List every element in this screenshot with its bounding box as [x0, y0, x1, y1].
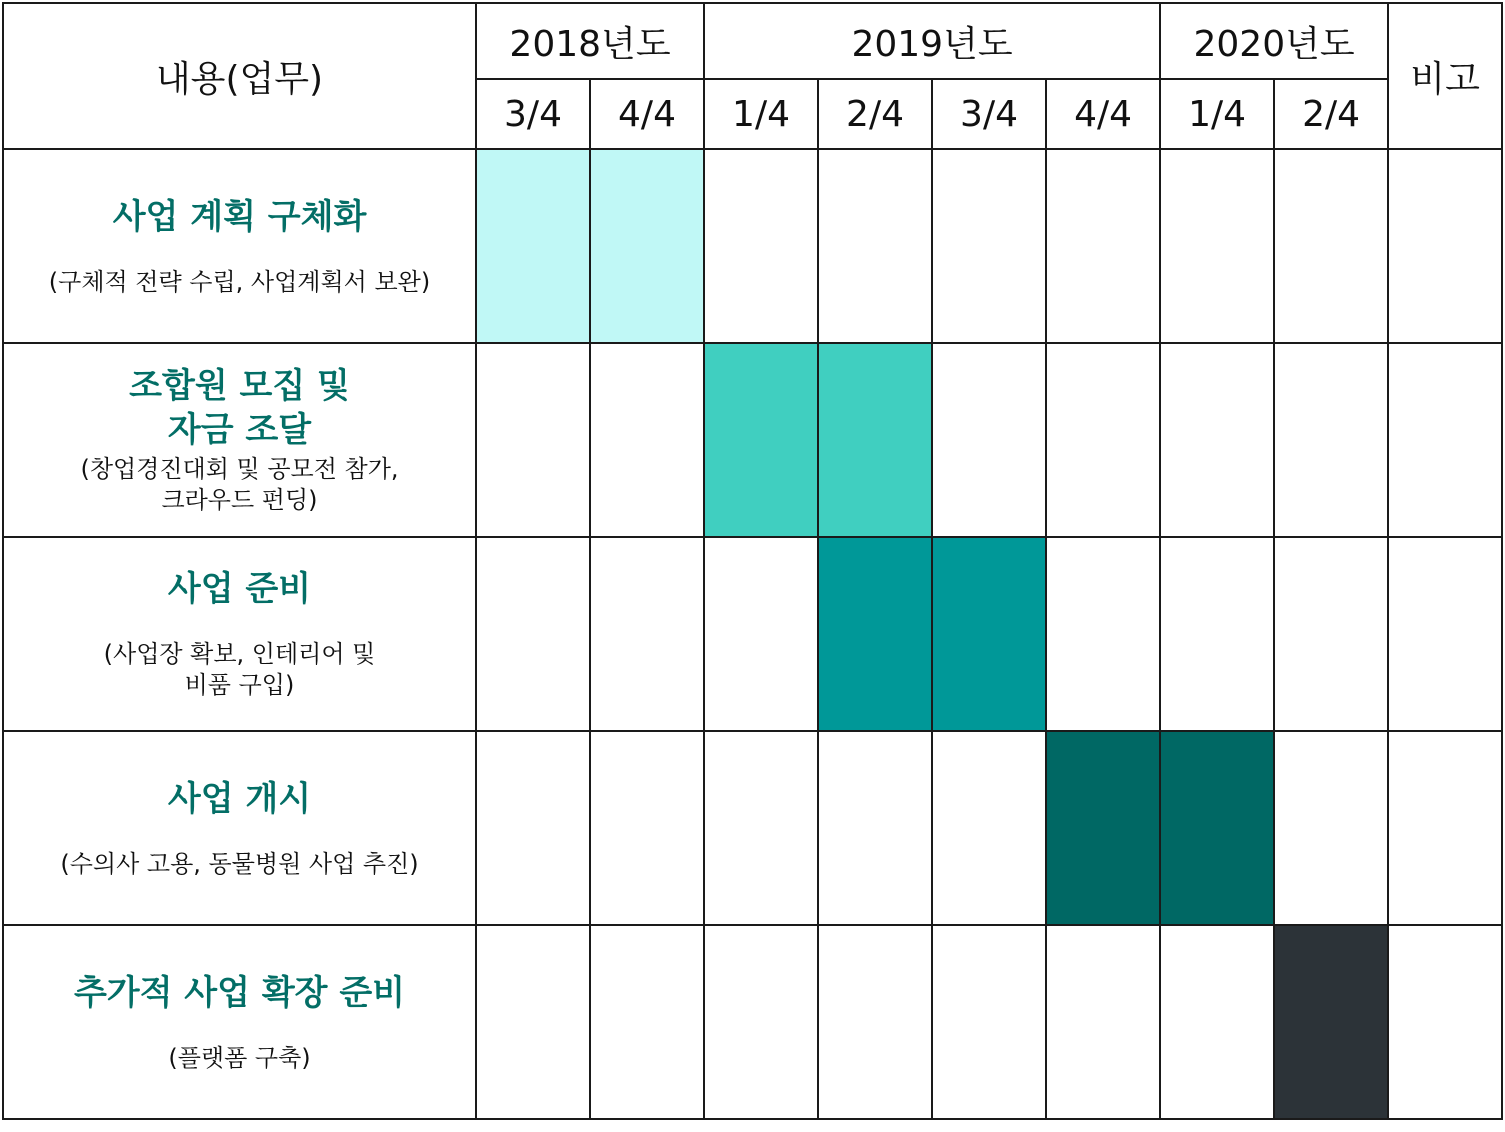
- schedule-cell: [1046, 149, 1160, 343]
- task-title: 사업 계획 구체화: [112, 196, 367, 237]
- task-label-cell: [3, 925, 476, 1119]
- schedule-bar: [476, 149, 590, 343]
- schedule-bar: [818, 343, 932, 537]
- schedule-cell: [1046, 343, 1160, 537]
- schedule-cell: [932, 149, 1046, 343]
- schedule-cell: [590, 537, 704, 731]
- schedule-cell: [476, 925, 590, 1119]
- task-row: [3, 731, 1502, 925]
- task-description: (창업경진대회 및 공모전 참가, 크라우드 펀딩): [80, 455, 399, 514]
- task-title: 사업 준비: [167, 569, 312, 609]
- schedule-cell: [1274, 731, 1388, 925]
- gantt-table: [2, 2, 1503, 1120]
- schedule-cell: [818, 731, 932, 925]
- task-row: [3, 343, 1502, 537]
- schedule-cell: [818, 925, 932, 1119]
- header-year-2020: 2020년도: [1160, 3, 1388, 79]
- schedule-cell: [590, 925, 704, 1119]
- task-description: (구체적 전략 수립, 사업계획서 보완): [48, 267, 431, 296]
- schedule-cell: [590, 343, 704, 537]
- task-row: [3, 537, 1502, 731]
- schedule-cell: [932, 343, 1046, 537]
- task-title: 사업 개시: [167, 778, 312, 819]
- schedule-bar: [818, 537, 932, 731]
- quarter-label: 1/4: [1160, 79, 1274, 149]
- schedule-bar: [704, 343, 818, 537]
- task-label-cell: [3, 149, 476, 343]
- schedule-cell: [704, 925, 818, 1119]
- schedule-bar: [1046, 731, 1160, 925]
- schedule-cell: [704, 537, 818, 731]
- task-description: (사업장 확보, 인테리어 및 비품 구입): [103, 640, 376, 699]
- schedule-cell: [1160, 343, 1274, 537]
- header-year-2018: 2018년도: [476, 3, 704, 79]
- task-title: 조합원 모집 및 자금 조달: [129, 366, 350, 450]
- schedule-bar: [932, 537, 1046, 731]
- schedule-cell: [1160, 149, 1274, 343]
- schedule-cell: [476, 537, 590, 731]
- header-year-row: [3, 3, 1502, 79]
- schedule-cell: [1274, 343, 1388, 537]
- schedule-cell: [1160, 537, 1274, 731]
- schedule-cell: [818, 149, 932, 343]
- schedule-cell: [1046, 537, 1160, 731]
- task-description: (수의사 고용, 동물병원 사업 추진): [60, 849, 419, 878]
- schedule-bar: [1274, 925, 1388, 1119]
- quarter-label: 2/4: [818, 79, 932, 149]
- schedule-cell: [1160, 925, 1274, 1119]
- task-label-cell: [3, 731, 476, 925]
- quarter-label: 3/4: [476, 79, 590, 149]
- task-row: [3, 925, 1502, 1119]
- schedule-cell: [704, 149, 818, 343]
- task-row: [3, 149, 1502, 343]
- note-cell: [1388, 343, 1502, 537]
- schedule-bar: [1160, 731, 1274, 925]
- header-year-2019: 2019년도: [704, 3, 1160, 79]
- quarter-label: 2/4: [1274, 79, 1388, 149]
- header-content-cell: 내용(업무): [3, 3, 476, 149]
- schedule-cell: [932, 731, 1046, 925]
- note-cell: [1388, 537, 1502, 731]
- schedule-cell: [1274, 537, 1388, 731]
- note-cell: [1388, 925, 1502, 1119]
- schedule-cell: [932, 925, 1046, 1119]
- note-cell: [1388, 149, 1502, 343]
- schedule-cell: [590, 731, 704, 925]
- task-label-cell: [3, 343, 476, 537]
- quarter-label: 3/4: [932, 79, 1046, 149]
- quarter-label: 4/4: [1046, 79, 1160, 149]
- task-label-cell: [3, 537, 476, 731]
- header-note-cell: 비고: [1388, 3, 1502, 149]
- schedule-cell: [704, 731, 818, 925]
- schedule-cell: [1046, 925, 1160, 1119]
- quarter-label: 1/4: [704, 79, 818, 149]
- schedule-cell: [1274, 149, 1388, 343]
- task-title: 추가적 사업 확장 준비: [73, 972, 406, 1013]
- schedule-cell: [476, 343, 590, 537]
- schedule-bar: [590, 149, 704, 343]
- schedule-cell: [476, 731, 590, 925]
- task-description: (플랫폼 구축): [168, 1043, 311, 1072]
- note-cell: [1388, 731, 1502, 925]
- quarter-label: 4/4: [590, 79, 704, 149]
